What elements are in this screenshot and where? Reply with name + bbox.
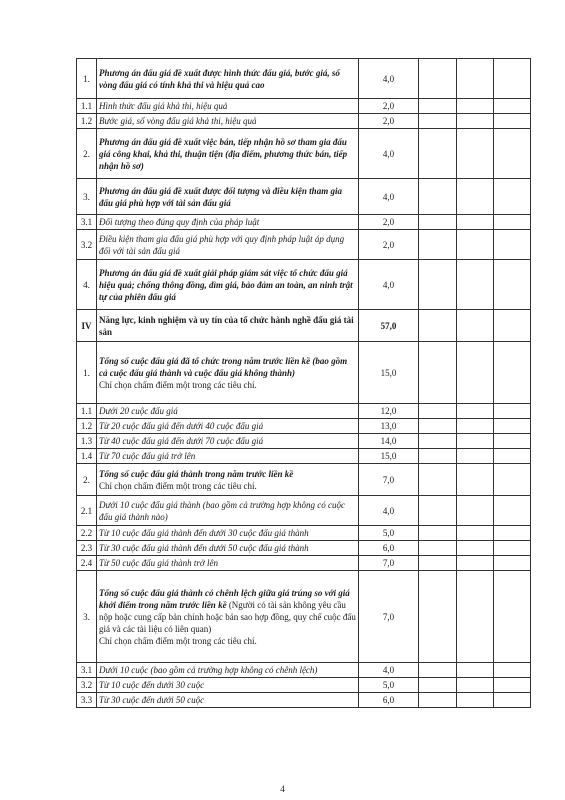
score-cell (457, 99, 494, 114)
table-row (77, 260, 531, 310)
score-cell (494, 310, 531, 342)
score-cell (494, 99, 531, 114)
score-cell (494, 129, 531, 179)
criterion-text: Từ 70 cuộc đấu giá trở lên (99, 451, 196, 461)
criterion-text: Tổng số cuộc đấu giá thành có chênh lệch giữa giá trúng so với giá khởi điểm trong năm trước liền kề (99, 587, 350, 610)
table-row (77, 556, 531, 571)
score-cell (419, 464, 457, 496)
score-cell (494, 526, 531, 541)
criterion-text: Năng lực, kinh nghiệm và uy tín của tổ chức hành nghề đấu giá tài sản (99, 314, 354, 337)
score-cell (494, 571, 531, 663)
row-number: 1.2 (77, 114, 97, 129)
table-row (77, 434, 531, 449)
score-cell (457, 404, 494, 419)
max-points: 15,0 (359, 449, 419, 464)
table-row (77, 215, 531, 230)
criterion-text: Dưới 10 cuộc (bao gồm cả trường hợp không có chênh lệch) (99, 665, 318, 675)
score-cell (494, 260, 531, 310)
criterion-cell (97, 129, 359, 179)
score-cell (494, 114, 531, 129)
table-row (77, 419, 531, 434)
score-cell (457, 449, 494, 464)
score-cell (419, 693, 457, 708)
score-cell (419, 342, 457, 404)
score-cell (419, 404, 457, 419)
row-number: 1.2 (77, 419, 97, 434)
max-points: 4,0 (359, 663, 419, 678)
criterion-text: Từ 50 cuộc đấu giá thành trở lên (99, 558, 218, 568)
max-points: 4,0 (359, 496, 419, 526)
criterion-cell (97, 496, 359, 526)
criterion-text: Phương án đấu giá đề xuất được đối tượng và điều kiện tham gia đấu giá phù hợp với tài sản đấu giá (99, 185, 342, 208)
score-cell (457, 434, 494, 449)
max-points: 6,0 (359, 693, 419, 708)
max-points: 6,0 (359, 541, 419, 556)
criterion-cell (97, 434, 359, 449)
criterion-text: Dưới 10 cuộc đấu giá thành (bao gồm cả trường hợp không có cuộc đấu giá thành nào) (99, 499, 345, 522)
criterion-cell (97, 449, 359, 464)
criterion-extra: (Người có tài sản không yêu cầu nộp hoặc cung cấp bản chính hoặc bản sao hợp đồng, quy chế cuộc đấu giá và các tài liệu có liên quan) (99, 599, 356, 634)
score-cell (457, 496, 494, 526)
table-row (77, 541, 531, 556)
row-number: 1.1 (77, 99, 97, 114)
score-cell (494, 678, 531, 693)
score-cell (457, 310, 494, 342)
row-number: 3. (77, 179, 97, 215)
row-number: 3.3 (77, 693, 97, 708)
max-points: 7,0 (359, 464, 419, 496)
score-cell (457, 215, 494, 230)
table-row (77, 129, 531, 179)
max-points: 14,0 (359, 434, 419, 449)
max-points: 7,0 (359, 571, 419, 663)
max-points: 13,0 (359, 419, 419, 434)
criterion-cell (97, 541, 359, 556)
score-cell (419, 434, 457, 449)
table-row (77, 59, 531, 99)
score-cell (419, 99, 457, 114)
table-row (77, 663, 531, 678)
max-points: 5,0 (359, 678, 419, 693)
criterion-cell (97, 215, 359, 230)
max-points: 2,0 (359, 215, 419, 230)
score-cell (457, 260, 494, 310)
table-row (77, 693, 531, 708)
criterion-text: Từ 30 cuộc đến dưới 50 cuộc (99, 695, 205, 705)
table-row (77, 571, 531, 663)
score-cell (457, 464, 494, 496)
score-cell (494, 541, 531, 556)
table-row (77, 404, 531, 419)
max-points: 4,0 (359, 129, 419, 179)
criterion-cell (97, 404, 359, 419)
criterion-cell (97, 678, 359, 693)
score-cell (419, 114, 457, 129)
criterion-cell (97, 230, 359, 260)
row-number: 3.1 (77, 215, 97, 230)
score-cell (419, 496, 457, 526)
criterion-text: Phương án đấu giá đề xuất việc bán, tiếp nhận hồ sơ tham gia đấu giá công khai, khả thi, thuận tiện (địa điểm, phương thức bán, tiếp nhận hồ sơ) (99, 136, 348, 171)
score-cell (419, 215, 457, 230)
row-number: 2. (77, 464, 97, 496)
criterion-cell (97, 114, 359, 129)
score-cell (419, 678, 457, 693)
score-cell (419, 556, 457, 571)
score-cell (494, 179, 531, 215)
criterion-note: Chỉ chọn chấm điểm một trong các tiêu chí. (99, 379, 257, 390)
criterion-text: Từ 10 cuộc đấu giá thành đến dưới 30 cuộc đấu giá thành (99, 528, 309, 538)
max-points: 5,0 (359, 526, 419, 541)
criterion-cell (97, 663, 359, 678)
score-cell (457, 693, 494, 708)
score-cell (457, 419, 494, 434)
score-cell (457, 526, 494, 541)
criterion-cell (97, 179, 359, 215)
score-cell (457, 230, 494, 260)
score-cell (494, 693, 531, 708)
criterion-text: Hình thức đấu giá khả thi, hiệu quả (99, 101, 228, 111)
score-cell (457, 556, 494, 571)
score-cell (494, 663, 531, 678)
table-row (77, 526, 531, 541)
score-cell (457, 179, 494, 215)
max-points: 4,0 (359, 260, 419, 310)
row-number: 3.2 (77, 230, 97, 260)
score-cell (494, 464, 531, 496)
score-cell (419, 310, 457, 342)
row-number: 2.2 (77, 526, 97, 541)
score-cell (419, 449, 457, 464)
score-cell (419, 571, 457, 663)
score-cell (494, 496, 531, 526)
score-cell (419, 230, 457, 260)
table-row (77, 464, 531, 496)
score-cell (494, 342, 531, 404)
score-cell (419, 179, 457, 215)
score-cell (419, 59, 457, 99)
criterion-cell (97, 260, 359, 310)
score-cell (419, 526, 457, 541)
table-row (77, 496, 531, 526)
row-number: 2.4 (77, 556, 97, 571)
criterion-text: Phương án đấu giá đề xuất được hình thức đấu giá, bước giá, số vòng đấu giá có tính khả thi và hiệu quả cao (99, 67, 340, 90)
criterion-cell (97, 59, 359, 99)
table-row (77, 449, 531, 464)
table-row (77, 179, 531, 215)
score-cell (457, 541, 494, 556)
row-number: 3.2 (77, 678, 97, 693)
score-cell (457, 571, 494, 663)
row-number: 3.1 (77, 663, 97, 678)
criterion-cell (97, 419, 359, 434)
row-number: 1.1 (77, 404, 97, 419)
row-number: 2.3 (77, 541, 97, 556)
max-points: 4,0 (359, 179, 419, 215)
scoring-table (76, 58, 531, 708)
criterion-cell (97, 526, 359, 541)
row-number: IV (77, 310, 97, 342)
criterion-cell (97, 571, 359, 663)
criterion-text: Điều kiện tham gia đấu giá phù hợp với quy định pháp luật áp dụng đối với tài sản đấu giá (99, 233, 345, 256)
score-cell (494, 404, 531, 419)
score-cell (494, 449, 531, 464)
criterion-note: Chỉ chọn chấm điểm một trong các tiêu chí. (99, 480, 257, 491)
score-cell (494, 215, 531, 230)
score-cell (419, 260, 457, 310)
max-points: 4,0 (359, 59, 419, 99)
criterion-text: Bước giá, số vòng đấu giá khả thi, hiệu quả (99, 116, 257, 126)
score-cell (419, 129, 457, 179)
criterion-cell (97, 310, 359, 342)
table-row (77, 99, 531, 114)
score-cell (457, 678, 494, 693)
score-cell (494, 419, 531, 434)
table-row (77, 114, 531, 129)
score-cell (494, 556, 531, 571)
table-row (77, 230, 531, 260)
row-number: 4. (77, 260, 97, 310)
criterion-text: Từ 10 cuộc đến dưới 30 cuộc (99, 680, 205, 690)
row-number: 1.4 (77, 449, 97, 464)
row-number: 1. (77, 342, 97, 404)
score-cell (419, 663, 457, 678)
max-points: 2,0 (359, 114, 419, 129)
criterion-text: Dưới 20 cuộc đấu giá (99, 406, 178, 416)
row-number: 2. (77, 129, 97, 179)
max-points: 2,0 (359, 230, 419, 260)
criterion-text: Tổng số cuộc đấu giá thành trong năm trước liền kề (99, 468, 294, 479)
max-points: 7,0 (359, 556, 419, 571)
score-cell (494, 434, 531, 449)
row-number: 1. (77, 59, 97, 99)
criterion-cell (97, 99, 359, 114)
criterion-text: Từ 20 cuộc đấu giá đến dưới 40 cuộc đấu giá (99, 421, 264, 431)
score-cell (419, 419, 457, 434)
max-points: 2,0 (359, 99, 419, 114)
score-cell (457, 114, 494, 129)
criterion-cell (97, 342, 359, 404)
table-row (77, 678, 531, 693)
max-points: 15,0 (359, 342, 419, 404)
score-cell (457, 663, 494, 678)
criterion-cell (97, 464, 359, 496)
score-cell (457, 129, 494, 179)
table-row (77, 342, 531, 404)
row-number: 3. (77, 571, 97, 663)
score-cell (494, 230, 531, 260)
criterion-text: Từ 40 cuộc đấu giá đến dưới 70 cuộc đấu giá (99, 436, 264, 446)
score-cell (494, 59, 531, 99)
criterion-text: Từ 30 cuộc đấu giá thành đến dưới 50 cuộc đấu giá thành (99, 543, 309, 553)
max-points: 57,0 (359, 310, 419, 342)
criterion-text: Phương án đấu giá đề xuất giải pháp giám sát việc tổ chức đấu giá hiệu quả; chống thông đồng, dìm giá, bảo đảm an toàn, an ninh trật tự của phiên đấu giá (99, 267, 353, 302)
criterion-note: Chỉ chọn chấm điểm một trong các tiêu chí. (99, 635, 257, 646)
criterion-cell (97, 693, 359, 708)
table-row (77, 310, 531, 342)
row-number: 1.3 (77, 434, 97, 449)
max-points: 12,0 (359, 404, 419, 419)
criterion-text: Đối tượng theo đúng quy định của pháp luật (99, 217, 260, 227)
criterion-text: Tổng số cuộc đấu giá đã tổ chức trong năm trước liền kề (bao gồm cả cuộc đấu giá thành và cuộc đấu giá không thành) (99, 355, 348, 378)
score-cell (457, 342, 494, 404)
criterion-cell (97, 556, 359, 571)
page-number: 4 (280, 784, 285, 794)
score-cell (419, 541, 457, 556)
score-cell (457, 59, 494, 99)
row-number: 2.1 (77, 496, 97, 526)
